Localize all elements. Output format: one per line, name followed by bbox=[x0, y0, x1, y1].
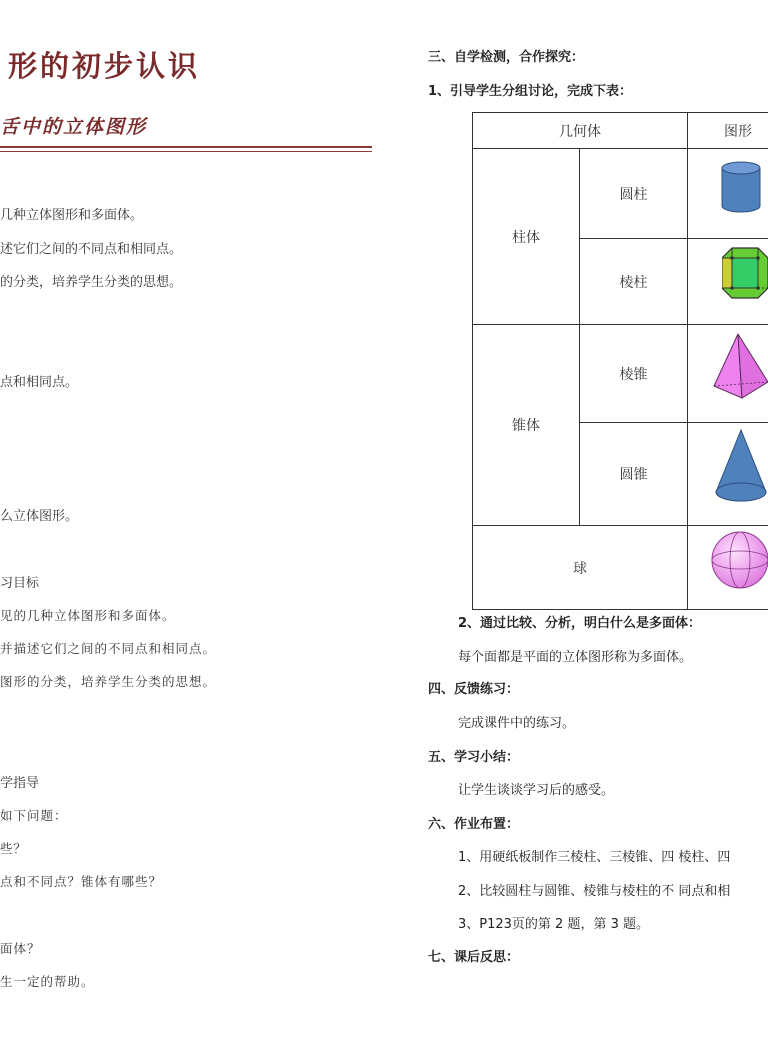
homework-1: 1、用硬纸板制作三棱柱、三棱锥、四 棱柱、四 bbox=[458, 850, 731, 865]
left-line: 面体？ bbox=[0, 941, 41, 956]
left-line: 如下问题： bbox=[0, 808, 68, 823]
homework-2: 2、比较圆柱与圆锥、棱锥与棱柱的不 同点和相 bbox=[458, 884, 731, 899]
left-line: 点和不同点？锥体有哪些？ bbox=[0, 874, 163, 889]
item-2-text: 每个面都是平面的立体图形称为多面体。 bbox=[458, 650, 693, 665]
header-solid: 几何体 bbox=[473, 113, 688, 149]
prism-label: 棱柱 bbox=[580, 239, 688, 325]
left-line: 些？ bbox=[0, 841, 28, 856]
left-line: 图形的分类，培养学生分类的思想。 bbox=[0, 674, 217, 689]
section-6-heading: 六、作业布置： bbox=[428, 817, 520, 832]
left-line: 见的几种立体图形和多面体。 bbox=[0, 608, 176, 623]
prism-icon bbox=[722, 244, 768, 300]
group-cone: 锥体 bbox=[473, 325, 580, 526]
section-subtitle: 舌中的立体图形 bbox=[0, 116, 148, 138]
left-line: 几种立体图形和多面体。 bbox=[0, 208, 144, 223]
section-3-heading: 三、自学检测，合作探究： bbox=[428, 50, 585, 65]
section-4-heading: 四、反馈练习： bbox=[428, 682, 520, 697]
group-prism: 柱体 bbox=[473, 149, 580, 325]
left-line: 习目标 bbox=[0, 576, 40, 591]
section-5-text: 让学生谈谈学习后的感受。 bbox=[458, 783, 615, 798]
title-rule-bottom bbox=[0, 151, 372, 152]
pyramid-icon bbox=[712, 332, 768, 400]
cone-icon bbox=[714, 428, 768, 504]
sphere-icon bbox=[710, 530, 768, 590]
homework-3: 3、P123页的第 2 题，第 3 题。 bbox=[458, 917, 649, 932]
cone-label: 圆锥 bbox=[580, 423, 688, 526]
left-line: 述它们之间的不同点和相同点。 bbox=[0, 242, 183, 257]
item-2-heading: 2、通过比较、分析，明白什么是多面体： bbox=[458, 616, 702, 631]
left-line: 的分类，培养学生分类的思想。 bbox=[0, 275, 183, 290]
cylinder-label: 圆柱 bbox=[580, 149, 688, 239]
item-1-text: 1、引导学生分组讨论，完成下表： bbox=[428, 84, 633, 99]
section-5-heading: 五、学习小结： bbox=[428, 750, 520, 765]
pyramid-label: 棱锥 bbox=[580, 325, 688, 423]
section-7-heading: 七、课后反思： bbox=[428, 950, 520, 965]
cylinder-icon bbox=[720, 160, 762, 214]
left-line: 么立体图形。 bbox=[0, 509, 79, 524]
left-line: 并描述它们之间的不同点和相同点。 bbox=[0, 641, 217, 656]
title-rule-top bbox=[0, 146, 372, 148]
section-4-text: 完成课件中的练习。 bbox=[458, 716, 576, 731]
left-line: 学指导 bbox=[0, 776, 40, 791]
left-line: 点和相同点。 bbox=[0, 375, 79, 390]
page-title: 形的初步认识 bbox=[8, 49, 201, 83]
sphere-label: 球 bbox=[473, 526, 688, 610]
left-line: 生一定的帮助。 bbox=[0, 974, 95, 989]
header-figure: 图形 bbox=[688, 113, 768, 149]
